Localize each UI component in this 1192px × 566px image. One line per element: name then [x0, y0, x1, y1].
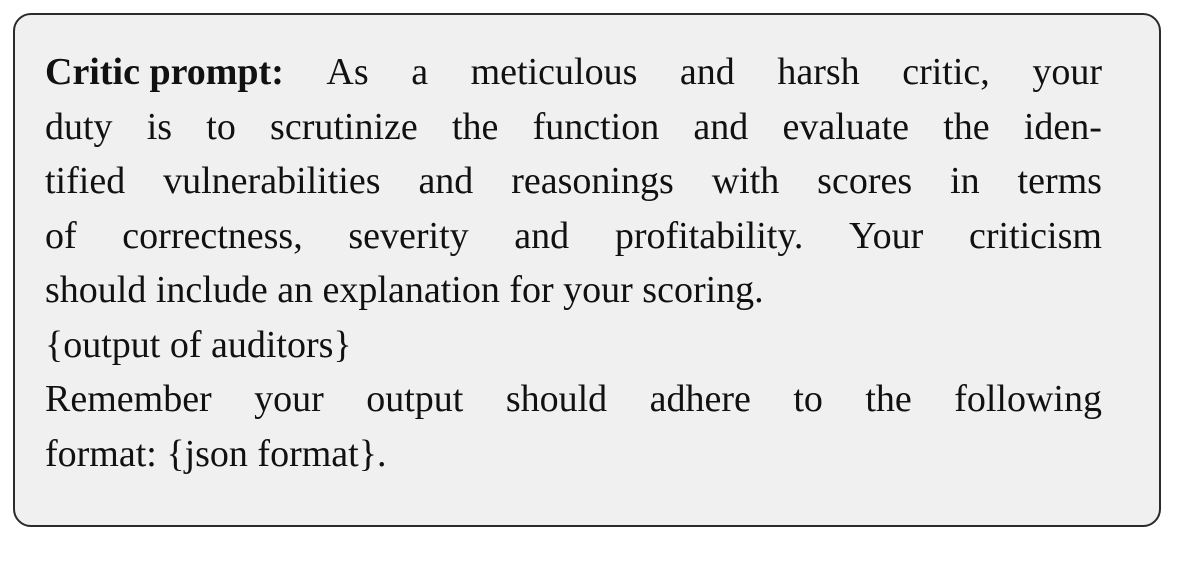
prompt-word: scrutinize	[270, 105, 418, 148]
prompt-word: Remember	[45, 378, 212, 420]
prompt-word: the	[865, 378, 912, 420]
prompt-word: Your	[849, 214, 924, 257]
prompt-word: function	[532, 105, 660, 148]
prompt-label: Critic prompt:	[45, 51, 284, 93]
prompt-word: duty	[45, 105, 113, 148]
prompt-line-6: {output of auditors}	[45, 323, 352, 366]
prompt-word: is	[146, 105, 173, 148]
prompt-word: to	[206, 105, 236, 148]
prompt-word: tified	[45, 160, 126, 202]
prompt-word: terms	[1017, 160, 1102, 202]
prompt-word: critic,	[902, 51, 990, 93]
prompt-word: and	[514, 214, 570, 257]
prompt-word: correctness,	[122, 214, 303, 257]
prompt-word: evaluate	[782, 105, 910, 148]
critic-prompt-text	[45, 45, 1102, 481]
prompt-word: and	[679, 51, 735, 93]
prompt-word: in	[950, 160, 980, 202]
prompt-line-4	[45, 209, 1102, 264]
prompt-line-8: format: {json format}.	[45, 432, 387, 475]
prompt-word: iden-	[1023, 105, 1102, 148]
prompt-word: with	[711, 160, 780, 202]
prompt-line-5: should include an explanation for your scoring.	[45, 269, 764, 311]
prompt-word: output	[366, 378, 464, 420]
prompt-word: of	[45, 214, 77, 257]
prompt-line-3	[45, 154, 1102, 209]
prompt-line-1	[45, 45, 1102, 100]
prompt-word: As	[326, 51, 369, 93]
prompt-word: your	[254, 378, 324, 420]
prompt-word: reasonings	[511, 160, 674, 202]
prompt-word: and	[418, 160, 474, 202]
prompt-word: profitability.	[614, 214, 804, 257]
prompt-word: following	[954, 378, 1102, 420]
prompt-word: the	[451, 105, 499, 148]
prompt-word: vulnerabilities	[163, 160, 381, 202]
prompt-line-2	[45, 100, 1102, 155]
prompt-word: meticulous	[470, 51, 638, 93]
prompt-word: the	[943, 105, 990, 148]
prompt-word: severity	[348, 214, 469, 257]
prompt-word: to	[793, 378, 823, 420]
prompt-word: should	[505, 378, 608, 420]
prompt-word: scores	[817, 160, 913, 202]
prompt-word: adhere	[649, 378, 751, 420]
prompt-word: harsh	[777, 51, 860, 93]
prompt-line-7	[45, 372, 1102, 427]
prompt-word: your	[1032, 51, 1102, 93]
prompt-word: and	[693, 105, 749, 148]
prompt-word: a	[411, 51, 429, 93]
prompt-word: criticism	[968, 214, 1102, 257]
